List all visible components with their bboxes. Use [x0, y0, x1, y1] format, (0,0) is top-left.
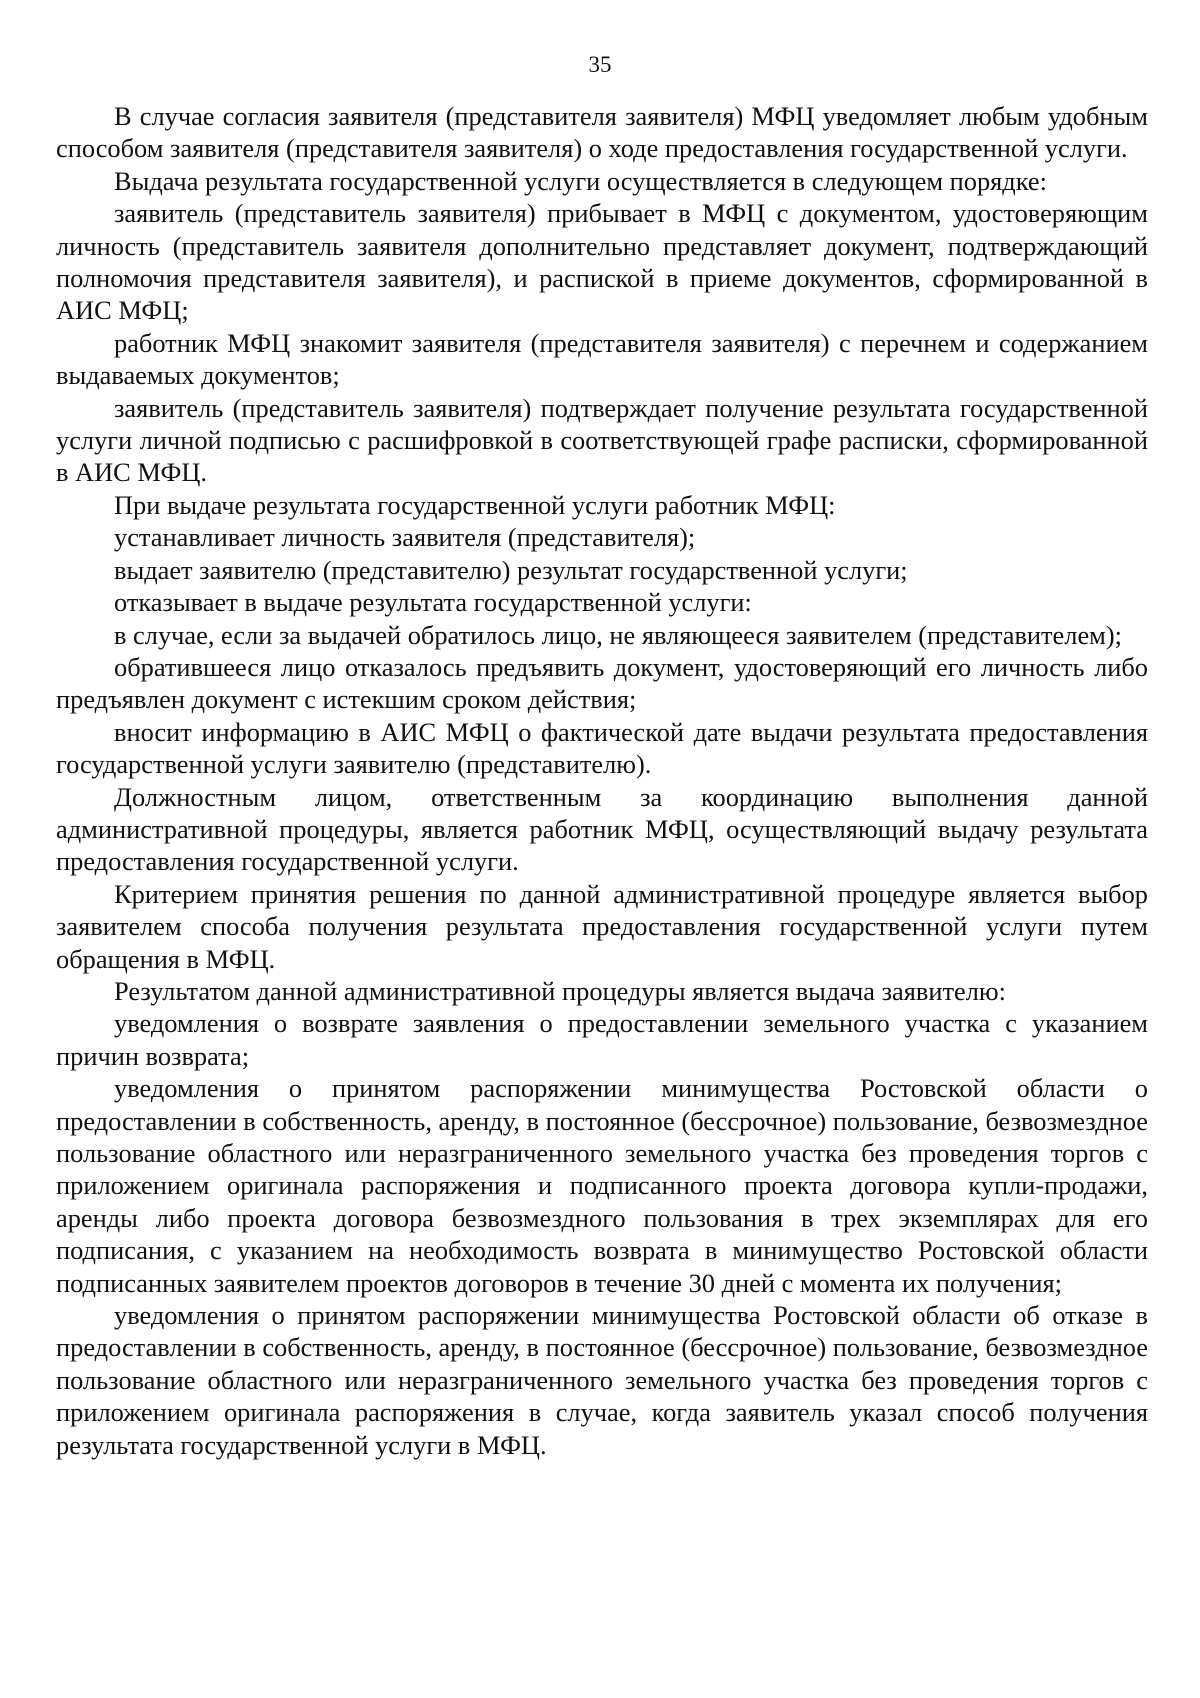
- paragraph: обратившееся лицо отказалось предъявить документ, удостоверяющий его личность либо предъявлен документ с истекшим сроком действия;: [56, 651, 1148, 715]
- paragraph: работник МФЦ знакомит заявителя (представителя заявителя) с перечнем и содержанием выдаваемых документов;: [56, 327, 1148, 391]
- paragraph: отказывает в выдаче результата государственной услуги:: [114, 587, 752, 618]
- paragraph: Должностным лицом, ответственным за координацию выполнения данной административной процедуры, является работник МФЦ, осуществляющий выдачу результата предоставления государственной услуги.: [56, 781, 1148, 877]
- paragraph: При выдаче результата государственной услуги работник МФЦ:: [114, 489, 836, 520]
- paragraph: уведомления о принятом распоряжении минимущества Ростовской области о предоставлении в собственность, аренду, в постоянное (бессрочное) пользование, безвозмездное пользование областного или неразграниченного земельного участка без проведения торгов с приложением оригинала распоряжения и подписанного проекта договора купли-продажи, аренды либо проекта договора безвозмездного пользования в трех экземплярах для его подписания, с указанием на необходимость возврата в минимущество Ростовской области подписанных заявителем проектов договоров в течение 30 дней с момента их получения;: [56, 1073, 1148, 1298]
- paragraph: заявитель (представитель заявителя) подтверждает получение результата государственной услуги личной подписью с расшифровкой в соответствующей графе расписки, сформированной в АИС МФЦ.: [56, 392, 1148, 488]
- paragraph: Результатом данной административной процедуры является выдача заявителю:: [114, 975, 1006, 1006]
- paragraph: В случае согласия заявителя (представителя заявителя) МФЦ уведомляет любым удобным способом заявителя (представителя заявителя) о ходе предоставления государственной услуги.: [56, 101, 1148, 164]
- document-body: [56, 100, 1148, 1461]
- paragraph: устанавливает личность заявителя (представителя);: [114, 522, 696, 553]
- paragraph: уведомления о принятом распоряжении минимущества Ростовской области об отказе в предоставлении в собственность, аренду, в постоянное (бессрочное) пользование, безвозмездное пользование областного или неразграниченного земельного участка без проведения торгов с приложением оригинала распоряжения в случае, когда заявитель указал способ получения результата государственной услуги в МФЦ.: [56, 1300, 1148, 1460]
- paragraph: Выдача результата государственной услуги осуществляется в следующем порядке:: [114, 165, 1047, 196]
- paragraph: выдает заявителю (представителю) результат государственной услуги;: [114, 554, 908, 585]
- paragraph: уведомления о возврате заявления о предоставлении земельного участка с указанием причин возврата;: [56, 1008, 1148, 1071]
- paragraph: Критерием принятия решения по данной административной процедуре является выбор заявителем способа получения результата предоставления государственной услуги путем обращения в МФЦ.: [56, 878, 1148, 974]
- page-number: 35: [588, 52, 612, 77]
- paragraph: в случае, если за выдачей обратилось лицо, не являющееся заявителем (представителем);: [114, 619, 1122, 650]
- paragraph: вносит информацию в АИС МФЦ о фактической дате выдачи результата предоставления государственной услуги заявителю (представителю).: [56, 716, 1148, 780]
- paragraph: заявитель (представитель заявителя) прибывает в МФЦ с документом, удостоверяющим личность (представитель заявителя дополнительно представляет документ, подтверждающий полномочия представителя заявителя), и распиской в приеме документов, сформированной в АИС МФЦ;: [56, 198, 1148, 326]
